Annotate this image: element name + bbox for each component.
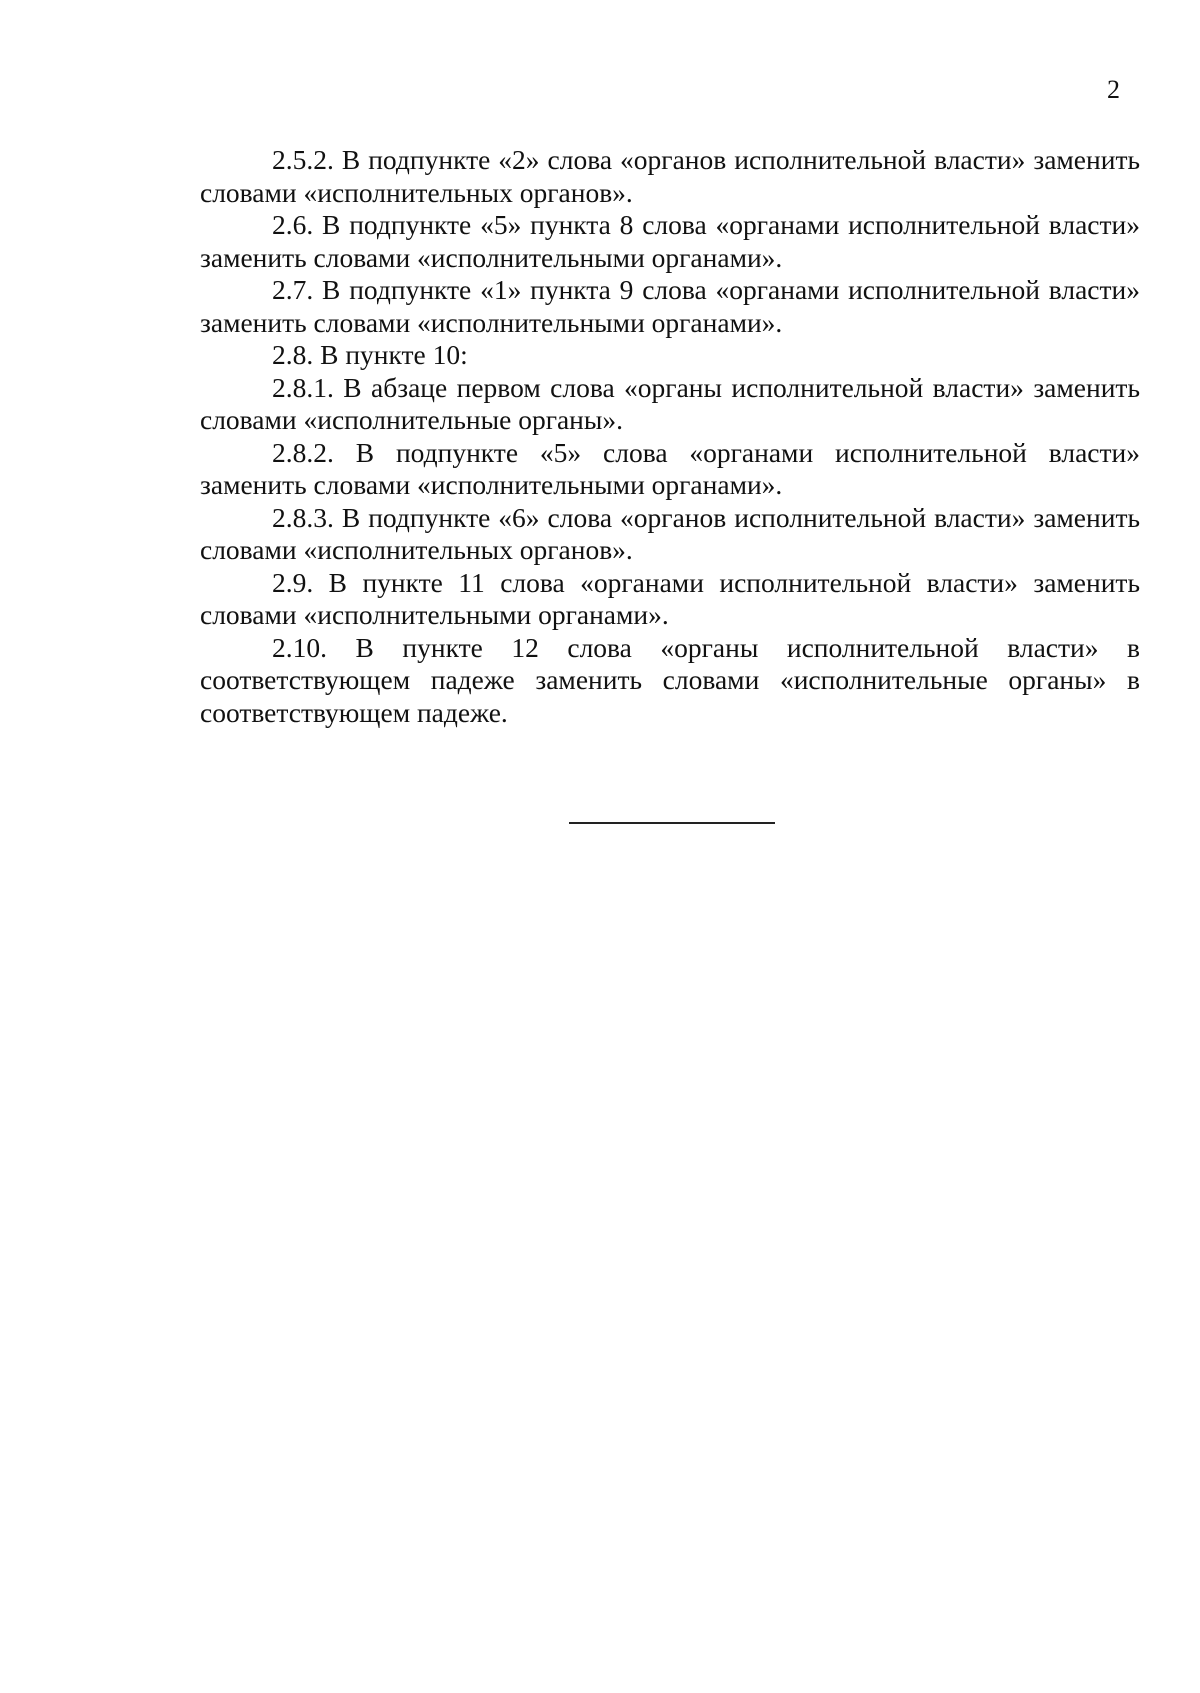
paragraph-2-8-2: 2.8.2. В подпункте «5» слова «органами исполнительной власти» заменить словами «исполнительными органами». [200,436,1140,500]
paragraph-2-8-3: 2.8.3. В подпункте «6» слова «органов исполнительной власти» заменить словами «исполнительных органов». [200,501,1140,565]
paragraph-2-5-2: 2.5.2. В подпункте «2» слова «органов исполнительной власти» заменить словами «исполнительных органов». [200,144,1140,208]
paragraph-2-10: 2.10. В пункте 12 слова «органы исполнительной власти» в соответствующем падеже заменить словами «исполнительные органы» в соответствующем падеже. [200,631,1140,728]
paragraph-2-9: 2.9. В пункте 11 слова «органами исполнительной власти» заменить словами «исполнительными органами». [200,566,1140,630]
paragraph-2-6: 2.6. В подпункте «5» пункта 8 слова «органами исполнительной власти» заменить словами «исполнительными органами». [200,209,1140,273]
end-separator-line [569,822,775,824]
paragraph-2-7: 2.7. В подпункте «1» пункта 9 слова «органами исполнительной власти» заменить словами «исполнительными органами». [200,274,1140,338]
paragraph-2-8: 2.8. В пункте 10: [272,339,468,370]
document-body [200,144,1140,729]
page-number: 2 [1107,75,1120,104]
paragraph-2-8-1: 2.8.1. В абзаце первом слова «органы исполнительной власти» заменить словами «исполнительные органы». [200,371,1140,435]
